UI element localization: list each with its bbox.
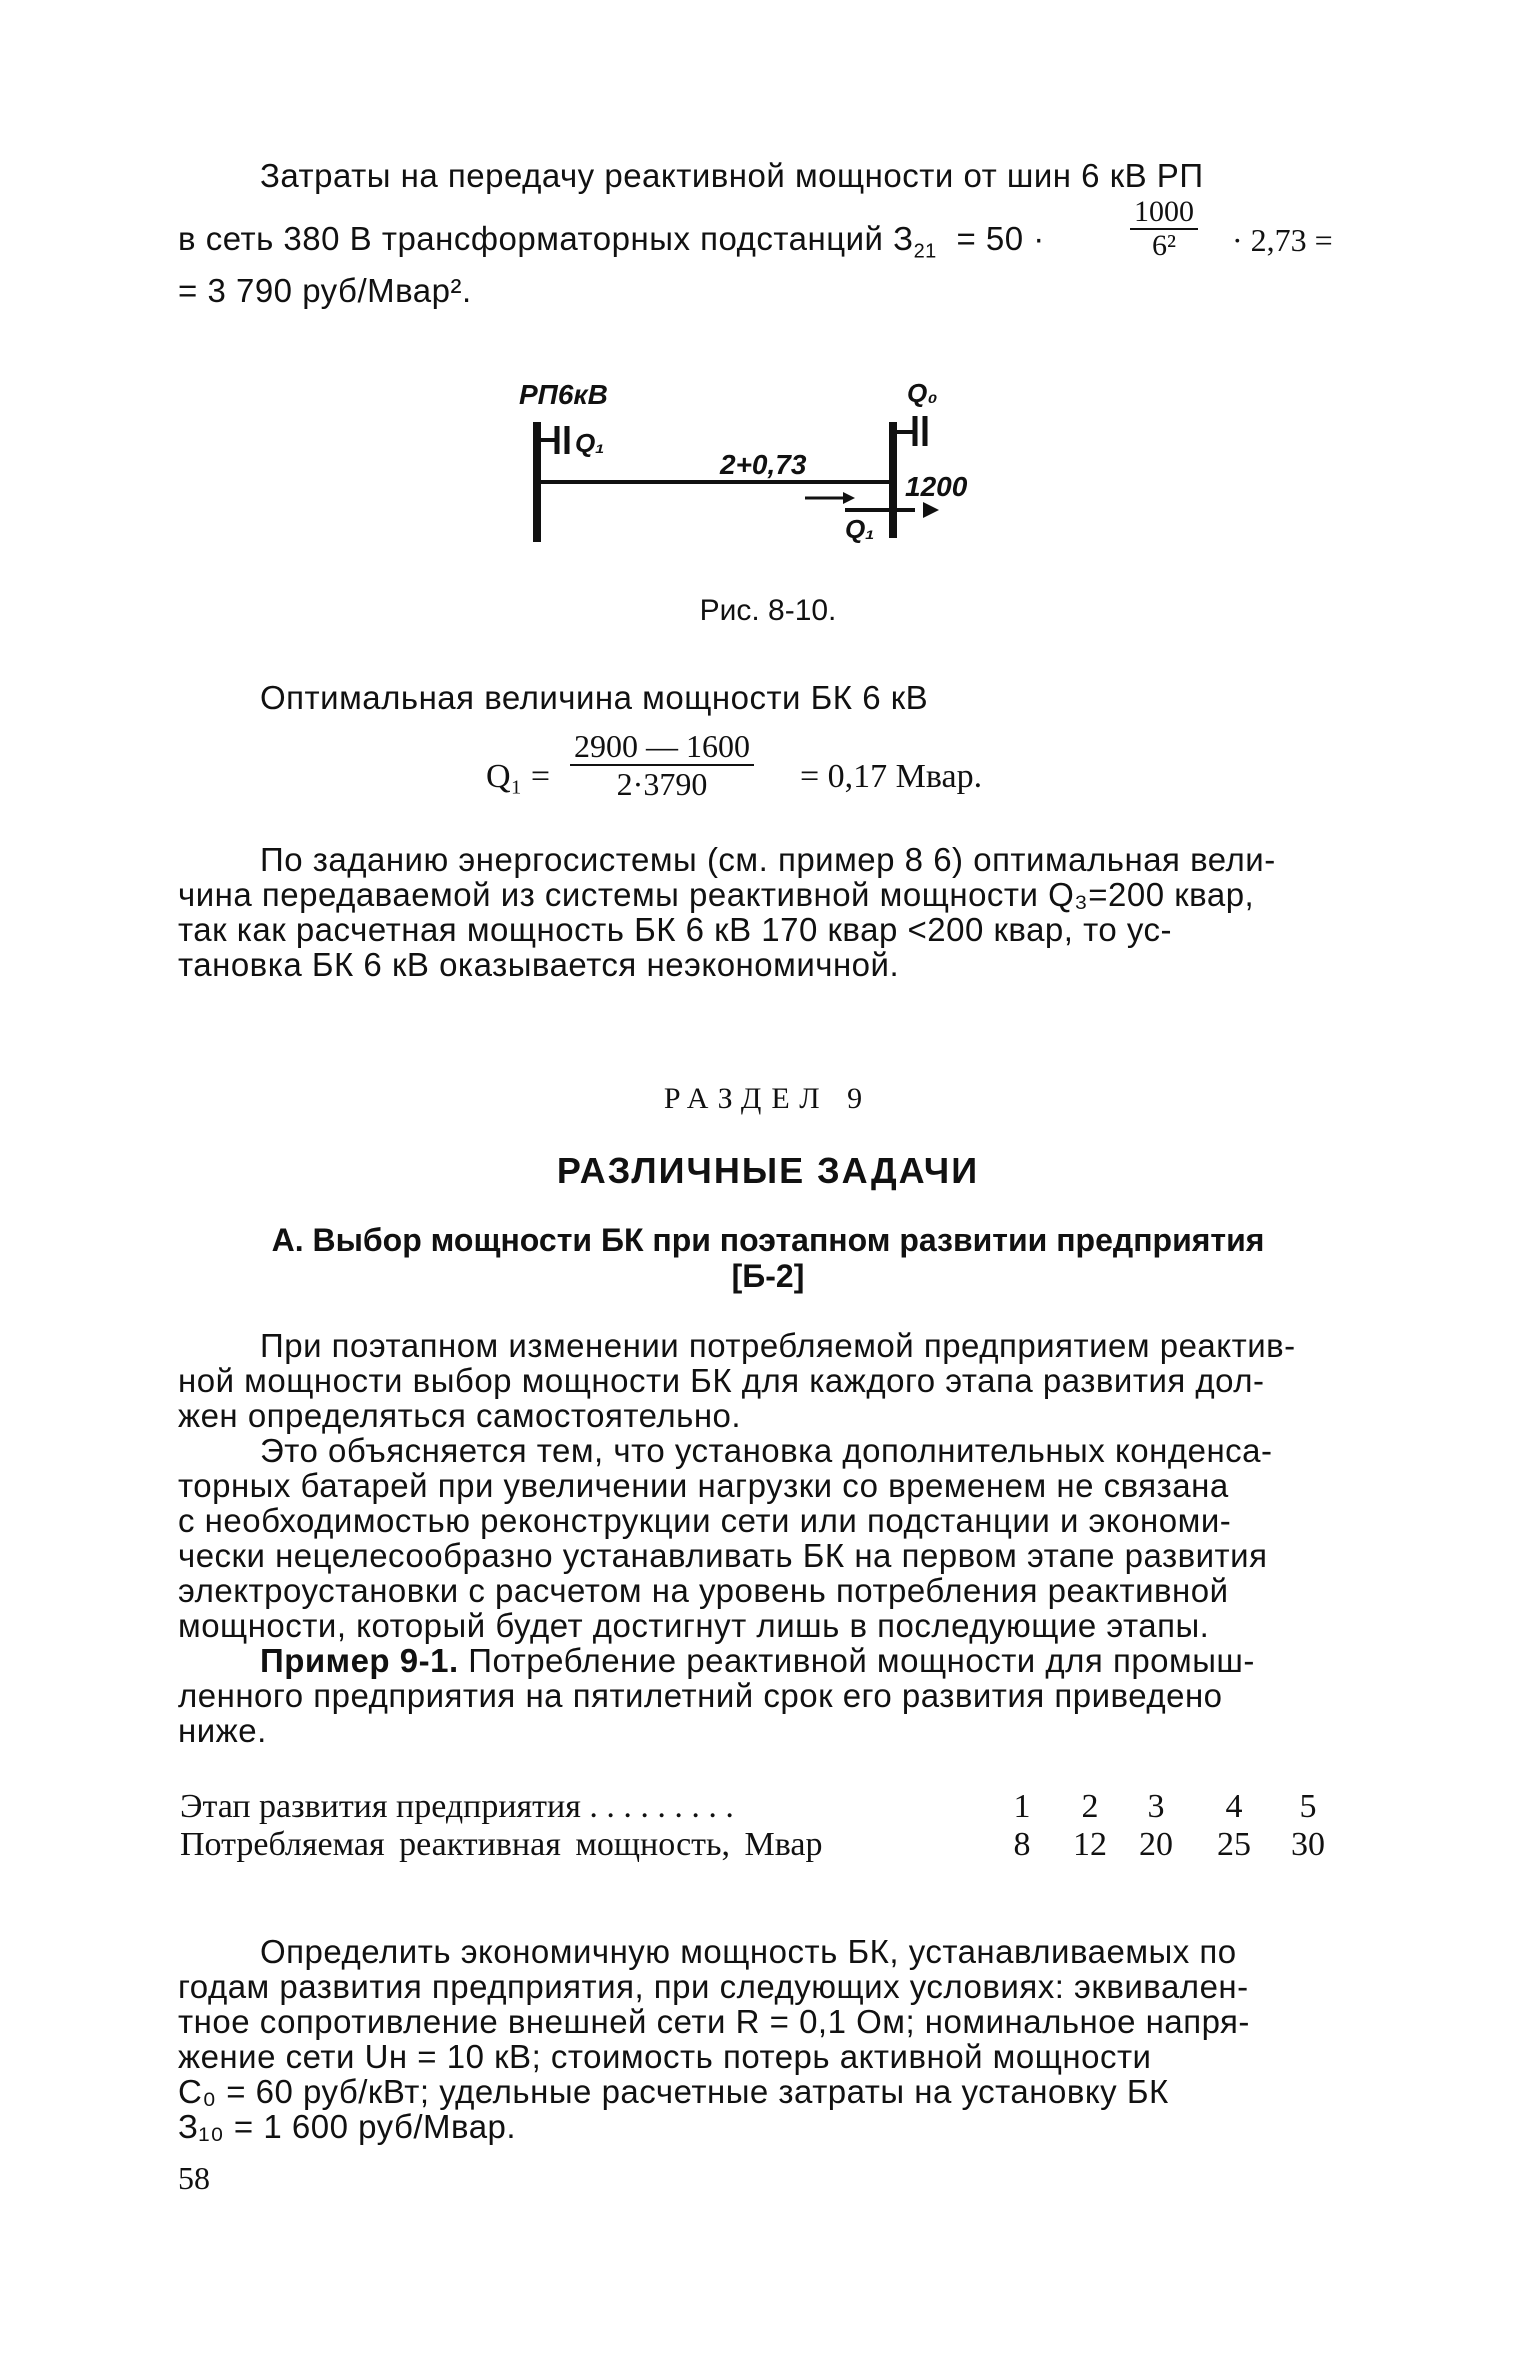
label-1200: 1200 xyxy=(905,471,968,502)
p5-line-4: жение сети Uн = 10 кВ; стоимость потерь активной мощности xyxy=(178,2038,1152,2075)
table-stage-1: 1 xyxy=(1013,1788,1031,1825)
optimal-denominator: 2·3790 xyxy=(616,766,708,802)
optimal-heading-block xyxy=(178,680,1348,716)
fraction-denominator: 6² xyxy=(1152,229,1176,262)
section-label: РАЗДЕЛ 9 xyxy=(663,1082,873,1115)
table-stage-3: 3 xyxy=(1147,1788,1165,1825)
p3-line-3: с необходимостью реконструкции сети или подстанции и экономи- xyxy=(178,1502,1232,1539)
page-number: 58 xyxy=(178,2160,210,2196)
table-stage-label: Этап развития предприятия . . . . . . . . . xyxy=(180,1788,734,1825)
paragraph-task xyxy=(178,1934,1348,2144)
paragraph-example xyxy=(178,1643,1348,1748)
label-q0: Q₀ xyxy=(907,378,938,408)
intro-fraction xyxy=(1130,196,1198,262)
label-q1-left: Q₁ xyxy=(575,428,605,458)
intro-line-3: = 3 790 руб/Мвар². xyxy=(178,272,472,309)
table-power-4: 25 xyxy=(1217,1826,1251,1863)
p3-line-1: Это объясняется тем, что установка дополнительных конденса- xyxy=(260,1432,1273,1469)
table-row-power xyxy=(180,1826,1380,1866)
p1-line-1: По заданию энергосистемы (см. пример 8 6) оптимальная вели- xyxy=(260,841,1276,878)
table-row-stage xyxy=(180,1788,1380,1828)
optimal-rhs: = 0,17 Мвар. xyxy=(800,758,983,795)
paragraph-energy-system xyxy=(178,842,1348,982)
label-rp6kv: РП6кВ xyxy=(519,379,608,410)
p2-line-3: жен определяться самостоятельно. xyxy=(178,1397,742,1434)
table-power-1: 8 xyxy=(1013,1826,1031,1863)
p1-line-3: так как расчетная мощность БК 6 кВ 170 квар <200 квар, то ус- xyxy=(178,911,1172,948)
table-power-label: Потребляемая реактивная мощность, Мвар xyxy=(180,1826,823,1863)
p1-line-4: тановка БК 6 кВ оказывается неэкономичной. xyxy=(178,946,900,983)
label-q1-arrow: Q₁ xyxy=(845,514,875,544)
section-reference: [Б-2] xyxy=(731,1258,805,1294)
p5-line-5: C₀ = 60 руб/кВт; удельные расчетные затраты на установку БК xyxy=(178,2073,1169,2110)
table-power-3: 20 xyxy=(1139,1826,1173,1863)
p5-line-1: Определить экономичную мощность БК, устанавливаемых по xyxy=(260,1933,1237,1970)
optimal-heading: Оптимальная величина мощности БК 6 кВ xyxy=(260,679,929,716)
table-power-2: 12 xyxy=(1073,1826,1107,1863)
optimal-lhs: Q₁ = xyxy=(486,758,551,795)
intro-paragraph xyxy=(178,158,1348,194)
paragraph-staged-change xyxy=(178,1328,1348,1433)
optimal-fraction xyxy=(570,728,754,802)
section-title: РАЗЛИЧНЫЕ ЗАДАЧИ xyxy=(556,1150,980,1191)
p4-line-3: ниже. xyxy=(178,1712,267,1749)
table-stage-4: 4 xyxy=(1225,1788,1243,1825)
intro-line-1: Затраты на передачу реактивной мощности от шин 6 кВ РП xyxy=(260,157,1204,194)
figure-caption: Рис. 8-10. xyxy=(699,594,837,627)
paragraph-explanation xyxy=(178,1433,1348,1643)
label-line-impedance: 2+0,73 xyxy=(720,449,807,480)
example-label: Пример 9-1. xyxy=(260,1642,459,1679)
p5-line-3: тное сопротивление внешней сети R = 0,1 Ом; номинальное напря- xyxy=(178,2003,1250,2040)
fraction-numerator: 1000 xyxy=(1130,196,1198,230)
p4-line-2: ленного предприятия на пятилетний срок его развития приведено xyxy=(178,1677,1223,1714)
section-subtitle: А. Выбор мощности БК при поэтапном развитии предприятия xyxy=(271,1222,1265,1258)
p5-line-6: З₁₀ = 1 600 руб/Мвар. xyxy=(178,2108,517,2145)
intro-multiplier: · 2,73 = xyxy=(1232,222,1333,258)
p4-line-1: Пример 9-1. Потребление реактивной мощности для промыш- xyxy=(260,1642,1255,1679)
p3-line-5: электроустановки с расчетом на уровень потребления реактивной xyxy=(178,1572,1229,1609)
p2-line-2: ной мощности выбор мощности БК для каждого этапа развития дол- xyxy=(178,1362,1265,1399)
load-arrow-head xyxy=(923,502,939,518)
p3-line-6: мощности, который будет достигнут лишь в последующие этапы. xyxy=(178,1607,1210,1644)
p3-line-4: чески нецелесообразно устанавливать БК на первом этапе развития xyxy=(178,1537,1268,1574)
q1-arrow-head xyxy=(843,492,855,504)
figure-8-10-diagram xyxy=(515,370,968,550)
optimal-numerator: 2900 — 1600 xyxy=(570,728,754,766)
table-stage-2: 2 xyxy=(1081,1788,1099,1825)
table-power-5: 30 xyxy=(1291,1826,1325,1863)
intro-line-2: в сеть 380 В трансформаторных подстанций $З_{21} = 50$ · xyxy=(178,220,1045,263)
p2-line-1: При поэтапном изменении потребляемой предприятием реактив- xyxy=(260,1327,1296,1364)
p1-line-2: чина передаваемой из системы реактивной мощности Q₃=200 квар, xyxy=(178,876,1255,913)
p3-line-2: торных батарей при увеличении нагрузки со временем не связана xyxy=(178,1467,1229,1504)
p5-line-2: годам развития предприятия, при следующих условиях: эквивален- xyxy=(178,1968,1249,2005)
table-stage-5: 5 xyxy=(1299,1788,1317,1825)
